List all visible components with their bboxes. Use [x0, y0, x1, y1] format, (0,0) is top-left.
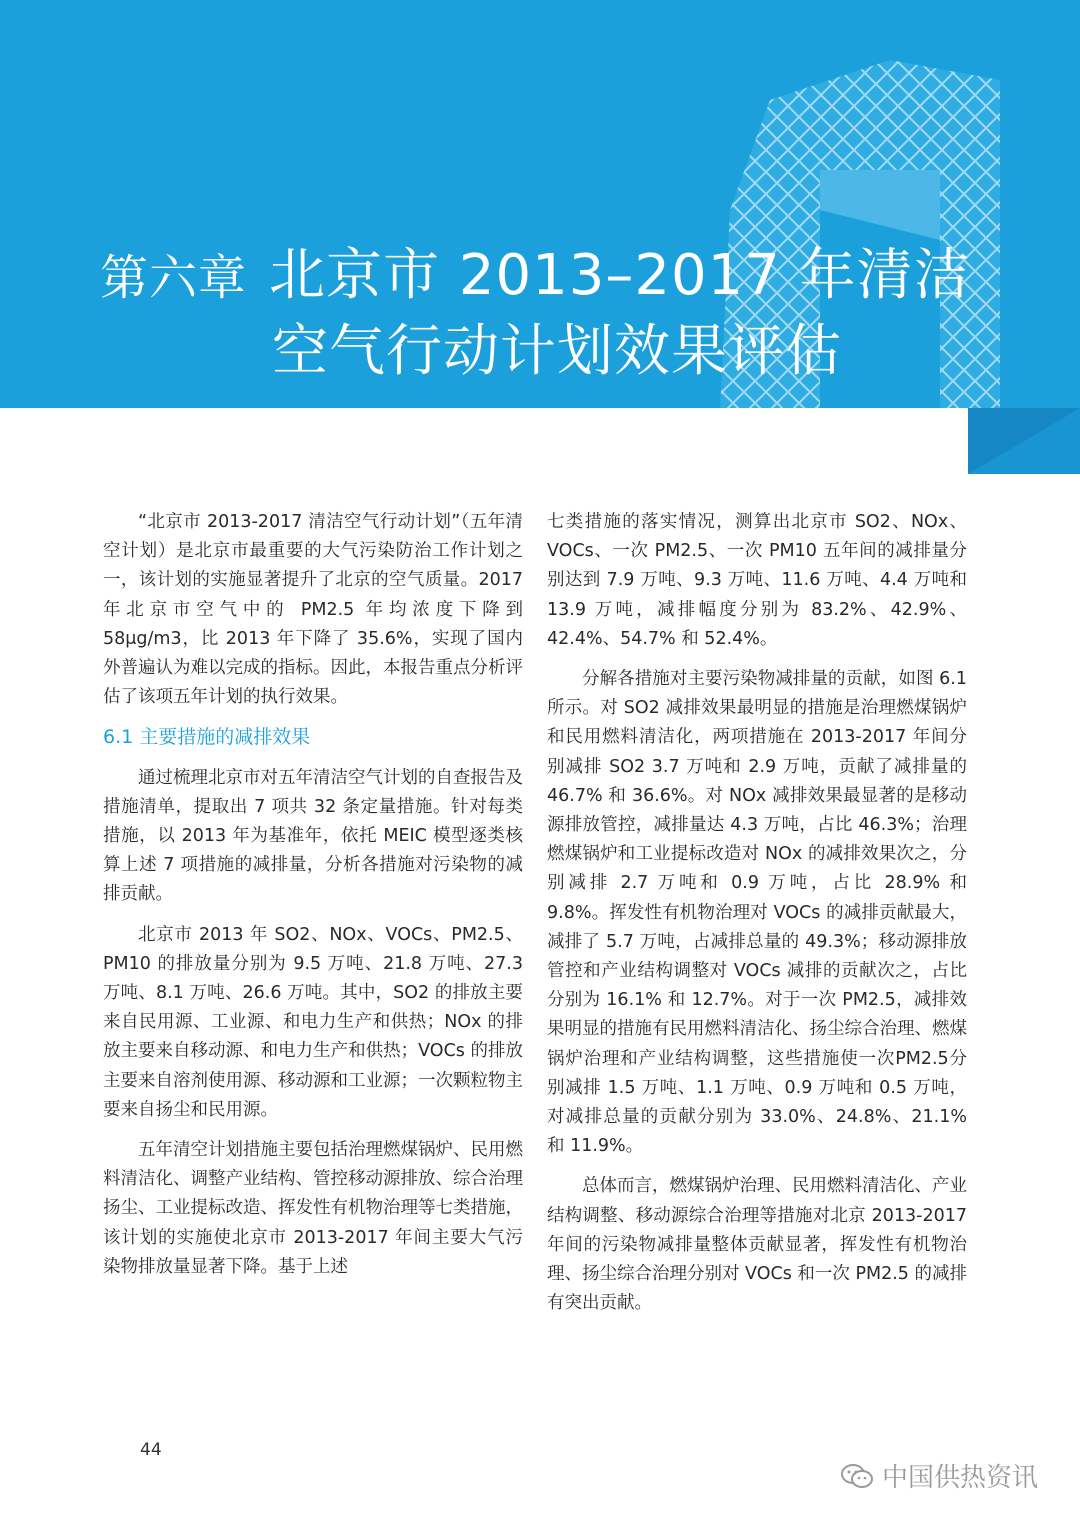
intro-paragraph: “北京市 2013-2017 清洁空气行动计划”（五年清空计划）是北京市最重要的大气污染防治工作计划之一，该计划的实施显著提升了北京的空气质量。2017 年北京市空气中的 PM2.5 年均浓度下降到 58μg/m3，比 2013 年下降了 35.6%，实现了国内外普遍认为难以完成的指标。因此，本报告重点分析评估了该项五年计划的执行效果。	[103, 512, 523, 708]
section-heading: 6.1 主要措施的减排效果	[103, 726, 311, 749]
chapter-banner	[0, 0, 1080, 408]
body-paragraph: 七类措施的落实情况，测算出北京市 SO2、NOx、VOCs、一次 PM2.5、一次 PM10 五年间的减排量分别达到 7.9 万吨、9.3 万吨、11.6 万吨、4.4 万吨和 13.9 万吨，减排幅度分别为 83.2%、42.9%、42.4%、54.7% 和 52.4%。	[547, 512, 967, 649]
title-line-2: 空气行动计划效果评估	[272, 319, 842, 384]
watermark	[840, 1457, 1038, 1494]
corner-fold-graphic	[968, 408, 1080, 474]
body-paragraph: 通过梳理北京市对五年清洁空气计划的自查报告及措施清单，提取出 7 项共 32 条定量措施。针对每类措施，以 2013 年为基准年，依托 MEIC 模型逐类核算上述 7 项措施的减排量，分析各措施对污染物的减排贡献。	[103, 767, 523, 905]
title-line-1: 北京市 2013–2017 年清洁	[269, 243, 971, 308]
left-column	[103, 508, 523, 1293]
body-paragraph: 五年清空计划措施主要包括治理燃煤锅炉、民用燃料清洁化、调整产业结构、管控移动源排放、综合治理扬尘、工业提标改造、挥发性有机物治理等七类措施，该计划的实施使北京市 2013-2017 年间主要大气污染物排放量显著下降。基于上述	[103, 1140, 523, 1277]
chapter-label: 第六章	[100, 250, 248, 306]
page-number: 44	[140, 1440, 162, 1460]
body-paragraph: 分解各措施对主要污染物减排量的贡献，如图 6.1 所示。对 SO2 减排效果最明显的措施是治理燃煤锅炉和民用燃料清洁化，两项措施在 2013-2017 年间分别减排 SO2 3.7 万吨和 2.9 万吨，贡献了减排量的 46.7% 和 36.6%。对 NOx 减排效果最显著的是移动源排放管控，减排量达 4.3 万吨，占比 46.3%；治理燃煤锅炉和工业提标改造对 NOx 的减排效果次之，分别减排 2.7 万吨和 0.9 万吨，占比 28.9% 和 9.8%。挥发性有机物治理对 VOCs 的减排贡献最大，减排了 5.7 万吨，占减排总量的 49.3%；移动源排放管控和产业结构调整对 VOCs 减排的贡献次之，占比分别为 16.1% 和 12.7%。对于一次 PM2.5，减排效果明显的措施有民用燃料清洁化、扬尘综合治理、燃煤锅炉治理和产业结构调整，这些措施使一次PM2.5分别减排 1.5 万吨、1.1 万吨、0.9 万吨和 0.5 万吨，对减排总量的贡献分别为 33.0%、24.8%、21.1% 和 11.9%。	[547, 669, 967, 1157]
body-paragraph: 北京市 2013 年 SO2、NOx、VOCs、PM2.5、PM10 的排放量分别为 9.5 万吨、21.8 万吨、27.3 万吨、8.1 万吨、26.6 万吨。其中，SO2 的排放主要来自民用源、工业源、和电力生产和供热；NOx 的排放主要来自移动源、和电力生产和供热；VOCs 的排放主要来自溶剂使用源、移动源和工业源；一次颗粒物主要来自扬尘和民用源。	[103, 924, 523, 1120]
right-column	[547, 508, 967, 1329]
watermark-text: 中国供热资讯	[882, 1463, 1039, 1493]
body-paragraph: 总体而言，燃煤锅炉治理、民用燃料清洁化、产业结构调整、移动源综合治理等措施对北京 2013-2017 年间的污染物减排量整体贡献显著，挥发性有机物治理、扬尘综合治理分别对 VOCs 和一次 PM2.5 的减排有突出贡献。	[547, 1176, 968, 1314]
wechat-icon	[840, 1462, 874, 1490]
